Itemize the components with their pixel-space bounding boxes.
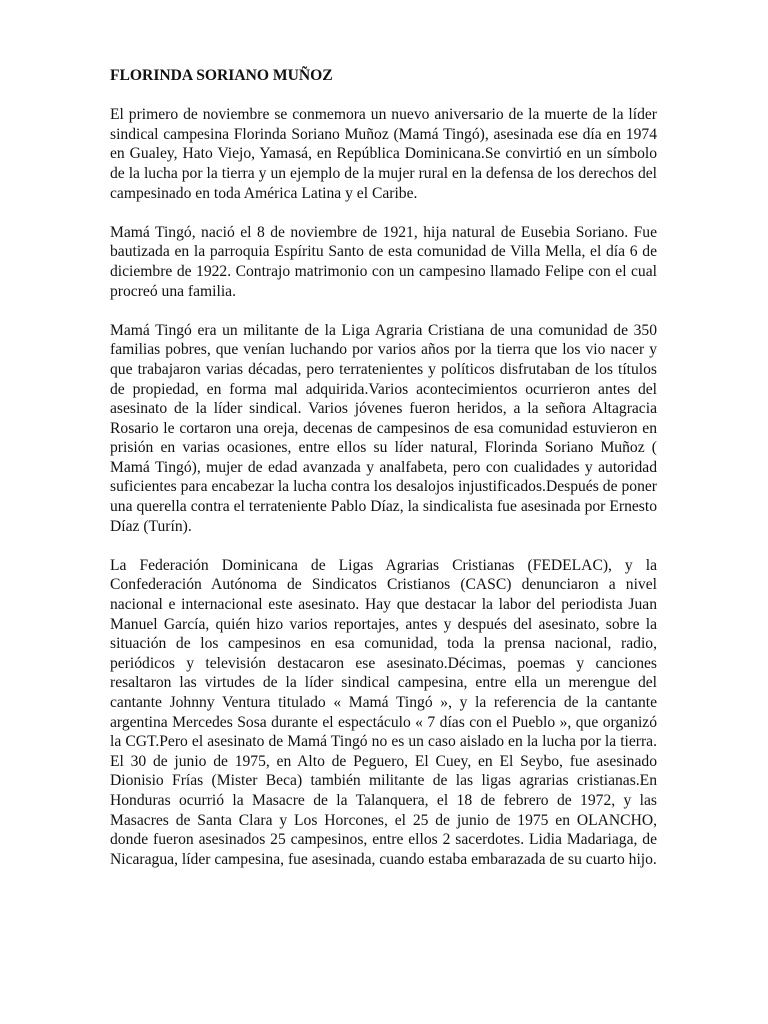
paragraph-biography: Mamá Tingó, nació el 8 de noviembre de 1921, hija natural de Eusebia Soriano. Fue bautizada en la parroquia Espíritu Santo de esta comunidad de Villa Mella, el día 6 de diciembre de 1922. Contrajo matrimonio con un campesino llamado Felipe con el cual procreó una familia.	[110, 223, 657, 300]
paragraph-struggle: Mamá Tingó era un militante de la Liga Agraria Cristiana de una comunidad de 350 familias pobres, que venían luchando por varios años por la tierra que los vio nacer y que trabajaron varias décadas, pero terratenientes y políticos disfrutaban de los títulos de propiedad, en forma mal adquirida.Varios acontecimientos ocurrieron antes del asesinato de la líder sindical. Varios jóvenes fueron heridos, a la señora Altagracia Rosario le cortaron una oreja, decenas de campesinos de esa comunidad estuvieron en prisión en varias ocasiones, entre ellos su líder natural, Florinda Soriano Muñoz ( Mamá Tingó), mujer de edad avanzada y analfabeta, pero con cualidades y autoridad suficientes para encabezar la lucha contra los desalojos injustificados.Después de poner una querella contra el terrateniente Pablo Díaz, la sindicalista fue asesinada por Ernesto Díaz (Turín).	[110, 321, 657, 535]
paragraph-intro: El primero de noviembre se conmemora un nuevo aniversario de la muerte de la líder sindical campesina Florinda Soriano Muñoz (Mamá Tingó), asesinada ese día en 1974 en Gualey, Hato Viejo, Yamasá, en República Dominicana.Se convirtió en un símbolo de la lucha por la tierra y un ejemplo de la mujer rural en la defensa de los derechos del campesinado en toda América Latina y el Caribe.	[110, 106, 657, 202]
paragraph-aftermath: La Federación Dominicana de Ligas Agrarias Cristianas (FEDELAC), y la Confederación Autónoma de Sindicatos Cristianos (CASC) denunciaron a nivel nacional e internacional este asesinato. Hay que destacar la labor del periodista Juan Manuel García, quién hizo varios reportajes, antes y después del asesinato, sobre la situación de los campesinos en esa comunidad, toda la prensa nacional, radio, periódicos y televisión destacaron ese asesinato.Décimas, poemas y canciones resaltaron las virtudes de la líder sindical campesina, entre ella un merengue del cantante Johnny Ventura titulado « Mamá Tingó », y la referencia de la cantante argentina Mercedes Sosa durante el espectáculo « 7 días con el Pueblo », que organizó la CGT.Pero el asesinato de Mamá Tingó no es un caso aislado en la lucha por la tierra. El 30 de junio de 1975, en Alto de Peguero, El Cuey, en El Seybo, fue asesinado Dionisio Frías (Mister Beca) también militante de las ligas agrarias cristianas.En Honduras ocurrió la Masacre de la Talanquera, el 18 de febrero de 1972, y las Masacres de Santa Clara y Los Horcones, el 25 de junio de 1975 en OLANCHO, donde fueron asesinados 25 campesinos, entre ellos 2 sacerdotes. Lidia Madariaga, de Nicaragua, líder campesina, fue asesinada, cuando estaba embarazada de su cuarto hijo.	[110, 556, 657, 868]
document-title: FLORINDA SORIANO MUÑOZ	[110, 67, 333, 84]
document-page	[110, 66, 657, 869]
